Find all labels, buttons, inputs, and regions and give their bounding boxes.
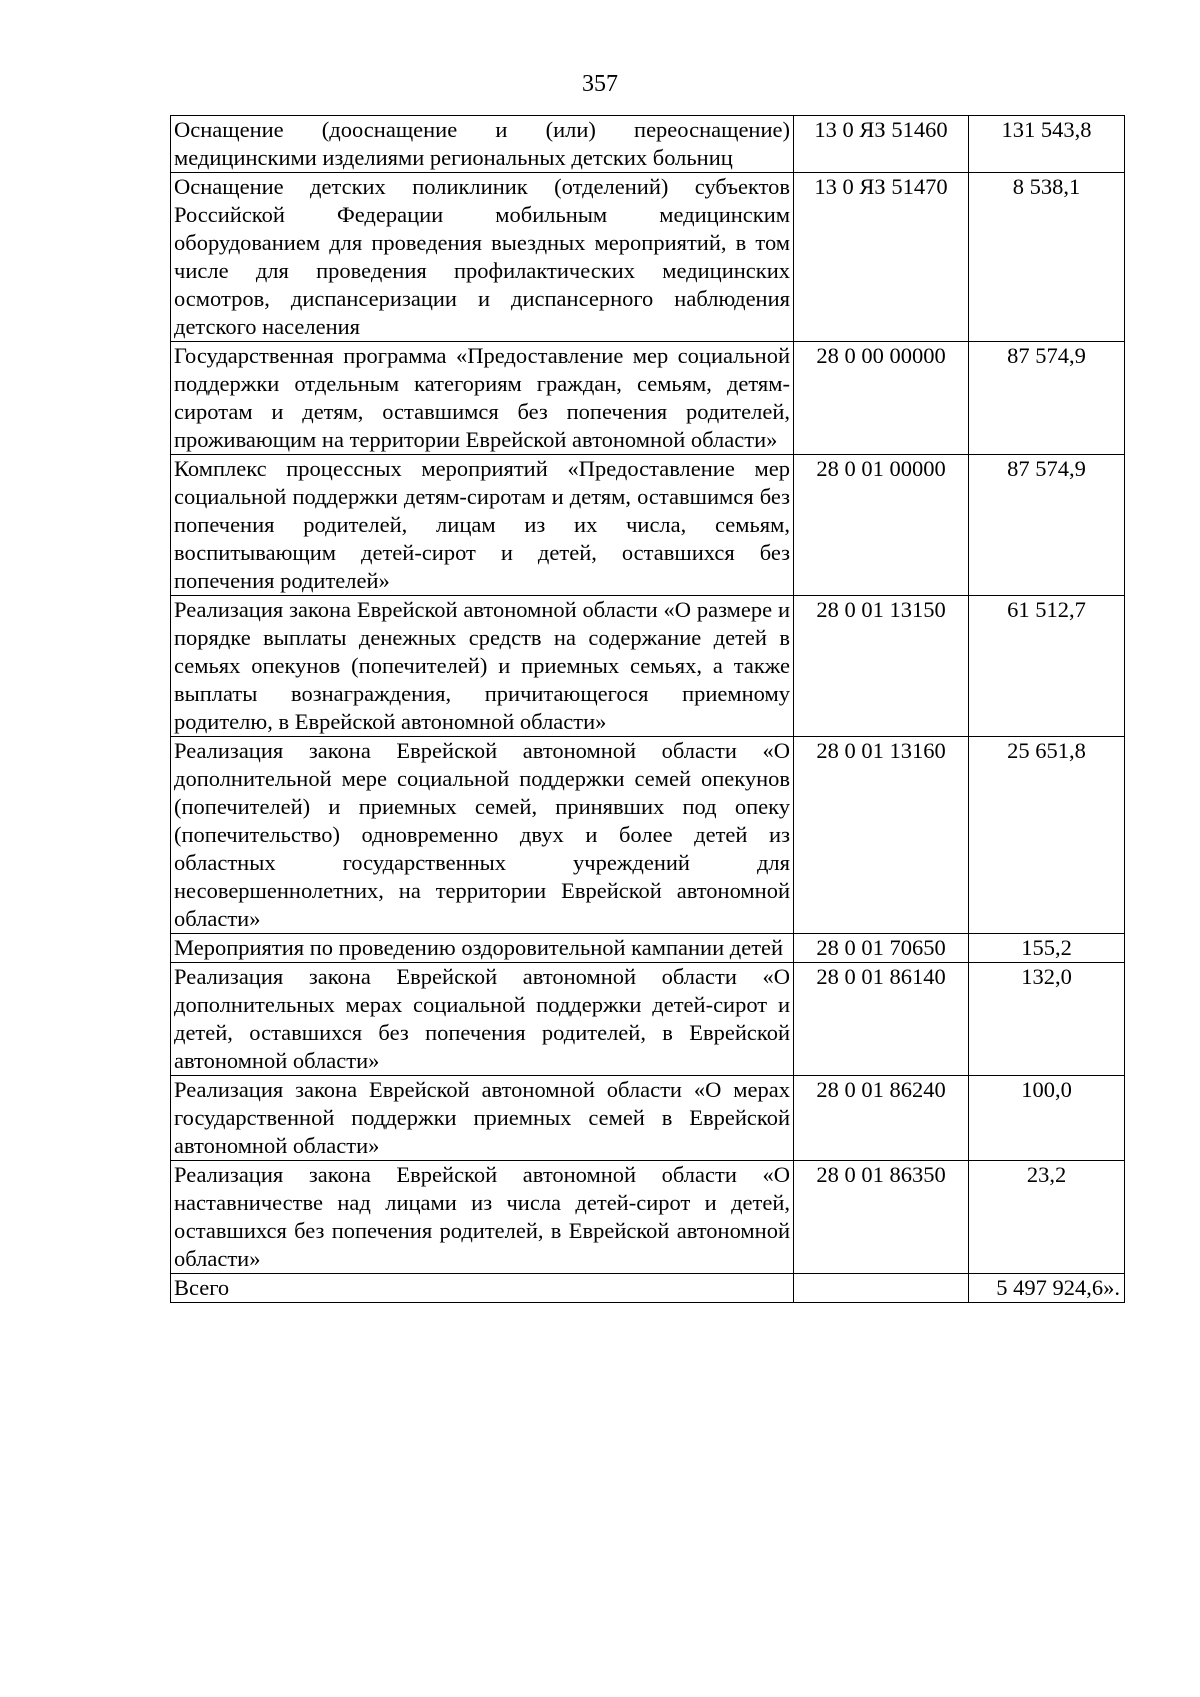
target-code-cell: 28 0 01 13150: [794, 596, 969, 737]
target-code-cell: 28 0 01 86140: [794, 963, 969, 1076]
table-row: [171, 1161, 1125, 1274]
amount-cell: 132,0: [969, 963, 1125, 1076]
table-row: [171, 1076, 1125, 1161]
expense-name-cell: Реализация закона Еврейской автономной области «О мерах государственной поддержки приемных семей в Еврейской автономной области»: [171, 1076, 794, 1161]
expense-name-cell: Оснащение (дооснащение и (или) переоснащение) медицинскими изделиями региональных детских больниц: [171, 116, 794, 173]
table-row: [171, 116, 1125, 173]
target-code-cell: 28 0 01 70650: [794, 934, 969, 963]
expense-name-cell: Реализация закона Еврейской автономной области «О наставничестве над лицами из числа детей-сирот и детей, оставшихся без попечения родителей, в Еврейской автономной области»: [171, 1161, 794, 1274]
target-code-cell: 28 0 01 86240: [794, 1076, 969, 1161]
amount-cell: 100,0: [969, 1076, 1125, 1161]
target-code-cell: 28 0 01 00000: [794, 455, 969, 596]
expense-name-cell: Реализация закона Еврейской автономной области «О дополнительных мерах социальной поддержки детей-сирот и детей, оставшихся без попечения родителей, в Еврейской автономной области»: [171, 963, 794, 1076]
amount-cell: 25 651,8: [969, 737, 1125, 934]
total-code-cell: [794, 1274, 969, 1303]
expense-name-cell: Мероприятия по проведению оздоровительной кампании детей: [171, 934, 794, 963]
budget-table-body: [171, 116, 1125, 1303]
target-code-cell: 28 0 01 86350: [794, 1161, 969, 1274]
expense-name-cell: Государственная программа «Предоставление мер социальной поддержки отдельным категориям граждан, семьям, детям-сиротам и детям, оставшимся без попечения родителей, проживающим на территории Еврейской автономной области»: [171, 342, 794, 455]
target-code-cell: 13 0 ЯЗ 51460: [794, 116, 969, 173]
amount-cell: 87 574,9: [969, 342, 1125, 455]
amount-cell: 87 574,9: [969, 455, 1125, 596]
target-code-cell: 28 0 00 00000: [794, 342, 969, 455]
table-row: [171, 173, 1125, 342]
target-code-cell: 28 0 01 13160: [794, 737, 969, 934]
table-row: [171, 934, 1125, 963]
amount-cell: 23,2: [969, 1161, 1125, 1274]
expense-name-cell: Комплекс процессных мероприятий «Предоставление мер социальной поддержки детям-сиротам и детям, оставшимся без попечения родителей, лицам из их числа, семьям, воспитывающим детей-сирот и детей, оставшихся без попечения родителей»: [171, 455, 794, 596]
table-row: [171, 963, 1125, 1076]
table-row: [171, 737, 1125, 934]
expense-name-cell: Реализация закона Еврейской автономной области «О дополнительной мере социальной поддержки семей опекунов (попечителей) и приемных семей, принявших под опеку (попечительство) одновременно двух и более детей из областных государственных учреждений для несовершеннолетних, на территории Еврейской автономной области»: [171, 737, 794, 934]
table-row: [171, 455, 1125, 596]
amount-cell: 131 543,8: [969, 116, 1125, 173]
page-number: 357: [582, 71, 618, 97]
total-label-cell: Всего: [171, 1274, 794, 1303]
total-row: [171, 1274, 1125, 1303]
target-code-cell: 13 0 ЯЗ 51470: [794, 173, 969, 342]
amount-cell: 8 538,1: [969, 173, 1125, 342]
amount-cell: 61 512,7: [969, 596, 1125, 737]
amount-cell: 155,2: [969, 934, 1125, 963]
expense-name-cell: Оснащение детских поликлиник (отделений) субъектов Российской Федерации мобильным медицинским оборудованием для проведения выездных мероприятий, в том числе для проведения профилактических медицинских осмотров, диспансеризации и диспансерного наблюдения детского населения: [171, 173, 794, 342]
total-amount-cell: 5 497 924,6».: [969, 1274, 1125, 1303]
table-row: [171, 342, 1125, 455]
expense-name-cell: Реализация закона Еврейской автономной области «О размере и порядке выплаты денежных средств на содержание детей в семьях опекунов (попечителей) и приемных семьях, а также выплаты вознаграждения, причитающегося приемному родителю, в Еврейской автономной области»: [171, 596, 794, 737]
table-row: [171, 596, 1125, 737]
budget-table: [170, 115, 1125, 1303]
